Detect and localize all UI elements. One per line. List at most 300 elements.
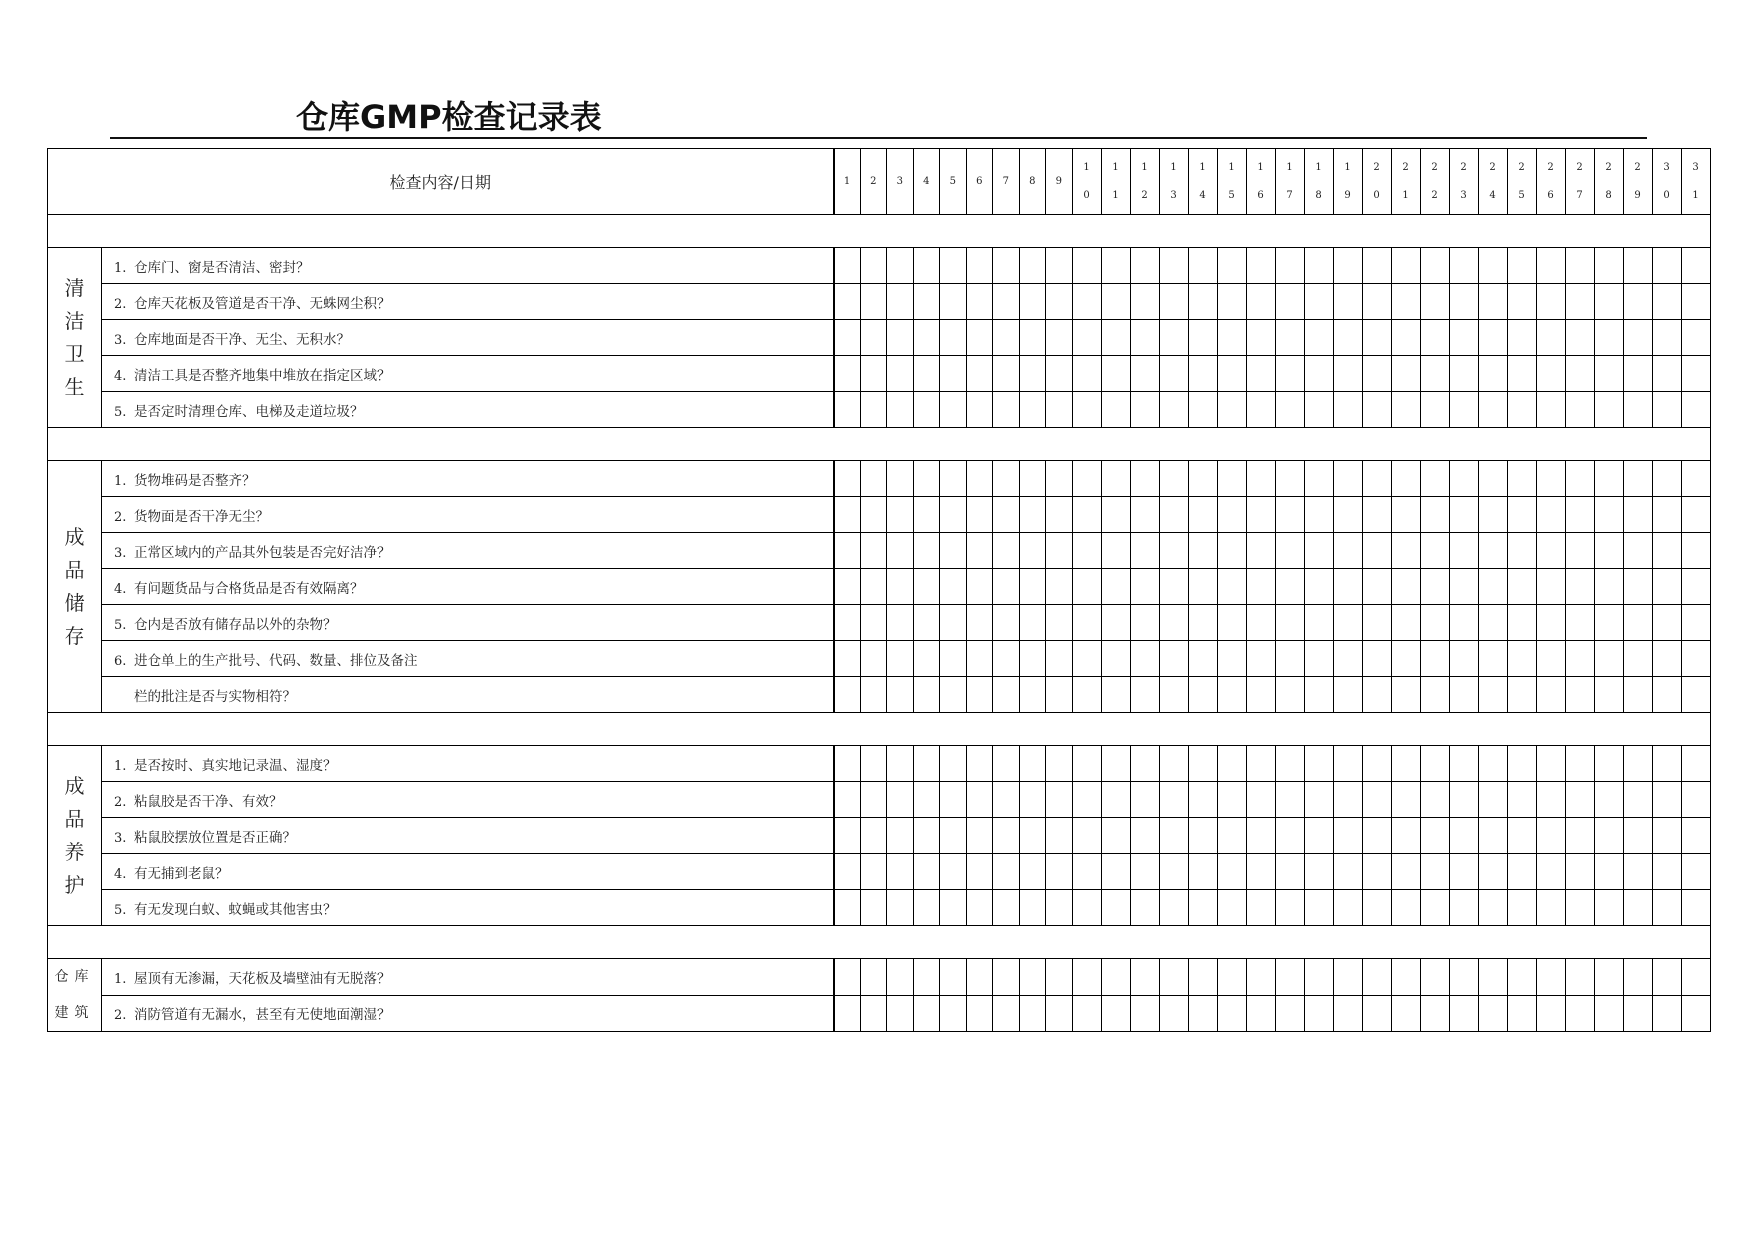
check-cell[interactable] — [1130, 392, 1159, 428]
check-cell[interactable] — [1449, 392, 1478, 428]
check-cell[interactable] — [1507, 890, 1536, 926]
check-cell[interactable] — [834, 818, 861, 854]
check-cell[interactable] — [1101, 890, 1130, 926]
check-cell[interactable] — [1246, 497, 1275, 533]
check-cell[interactable] — [1391, 461, 1420, 497]
check-cell[interactable] — [1449, 320, 1478, 356]
check-cell[interactable] — [1391, 320, 1420, 356]
check-cell[interactable] — [1681, 605, 1710, 641]
check-cell[interactable] — [966, 995, 993, 1032]
check-cell[interactable] — [1536, 461, 1565, 497]
check-cell[interactable] — [1594, 641, 1623, 677]
check-cell[interactable] — [1565, 248, 1594, 284]
check-cell[interactable] — [913, 284, 940, 320]
check-cell[interactable] — [966, 818, 993, 854]
check-cell[interactable] — [834, 533, 861, 569]
check-cell[interactable] — [1623, 461, 1652, 497]
check-cell[interactable] — [1652, 854, 1681, 890]
check-cell[interactable] — [1019, 284, 1046, 320]
check-cell[interactable] — [940, 356, 967, 392]
check-cell[interactable] — [1565, 284, 1594, 320]
check-cell[interactable] — [966, 320, 993, 356]
check-cell[interactable] — [993, 497, 1020, 533]
check-cell[interactable] — [966, 248, 993, 284]
check-cell[interactable] — [1565, 392, 1594, 428]
check-cell[interactable] — [1594, 356, 1623, 392]
check-cell[interactable] — [1101, 356, 1130, 392]
check-cell[interactable] — [1362, 746, 1391, 782]
check-cell[interactable] — [1652, 890, 1681, 926]
check-cell[interactable] — [1101, 320, 1130, 356]
check-cell[interactable] — [1652, 605, 1681, 641]
check-cell[interactable] — [1246, 959, 1275, 996]
check-cell[interactable] — [1188, 746, 1217, 782]
check-cell[interactable] — [1362, 890, 1391, 926]
check-cell[interactable] — [1478, 890, 1507, 926]
check-cell[interactable] — [887, 854, 914, 890]
check-cell[interactable] — [1188, 356, 1217, 392]
check-cell[interactable] — [1159, 818, 1188, 854]
check-cell[interactable] — [1681, 854, 1710, 890]
check-cell[interactable] — [940, 569, 967, 605]
check-cell[interactable] — [1072, 890, 1101, 926]
check-cell[interactable] — [1391, 248, 1420, 284]
check-cell[interactable] — [834, 782, 861, 818]
check-cell[interactable] — [1362, 569, 1391, 605]
check-cell[interactable] — [1072, 677, 1101, 713]
check-cell[interactable] — [1046, 995, 1073, 1032]
check-cell[interactable] — [1217, 461, 1246, 497]
check-cell[interactable] — [1507, 497, 1536, 533]
check-cell[interactable] — [993, 677, 1020, 713]
check-cell[interactable] — [887, 641, 914, 677]
check-cell[interactable] — [1101, 461, 1130, 497]
check-cell[interactable] — [1391, 746, 1420, 782]
check-cell[interactable] — [1072, 641, 1101, 677]
check-cell[interactable] — [1072, 533, 1101, 569]
check-cell[interactable] — [1507, 320, 1536, 356]
check-cell[interactable] — [1333, 356, 1362, 392]
check-cell[interactable] — [1046, 890, 1073, 926]
check-cell[interactable] — [1275, 248, 1304, 284]
check-cell[interactable] — [1019, 605, 1046, 641]
check-cell[interactable] — [1246, 356, 1275, 392]
check-cell[interactable] — [1536, 533, 1565, 569]
check-cell[interactable] — [913, 746, 940, 782]
check-cell[interactable] — [860, 461, 887, 497]
check-cell[interactable] — [1159, 890, 1188, 926]
check-cell[interactable] — [1046, 818, 1073, 854]
check-cell[interactable] — [1188, 605, 1217, 641]
check-cell[interactable] — [1623, 959, 1652, 996]
check-cell[interactable] — [940, 605, 967, 641]
check-cell[interactable] — [1275, 605, 1304, 641]
check-cell[interactable] — [1681, 284, 1710, 320]
check-cell[interactable] — [1565, 782, 1594, 818]
check-cell[interactable] — [887, 818, 914, 854]
check-cell[interactable] — [1217, 497, 1246, 533]
check-cell[interactable] — [1362, 605, 1391, 641]
check-cell[interactable] — [1507, 248, 1536, 284]
check-cell[interactable] — [1507, 854, 1536, 890]
check-cell[interactable] — [1046, 392, 1073, 428]
check-cell[interactable] — [1304, 818, 1333, 854]
check-cell[interactable] — [993, 284, 1020, 320]
check-cell[interactable] — [1536, 392, 1565, 428]
check-cell[interactable] — [1304, 854, 1333, 890]
check-cell[interactable] — [1217, 746, 1246, 782]
check-cell[interactable] — [1507, 284, 1536, 320]
check-cell[interactable] — [1019, 533, 1046, 569]
check-cell[interactable] — [1536, 356, 1565, 392]
check-cell[interactable] — [1478, 497, 1507, 533]
check-cell[interactable] — [1275, 677, 1304, 713]
check-cell[interactable] — [1652, 677, 1681, 713]
check-cell[interactable] — [1304, 641, 1333, 677]
check-cell[interactable] — [1159, 248, 1188, 284]
check-cell[interactable] — [1275, 995, 1304, 1032]
check-cell[interactable] — [913, 356, 940, 392]
check-cell[interactable] — [1046, 782, 1073, 818]
check-cell[interactable] — [1072, 854, 1101, 890]
check-cell[interactable] — [887, 356, 914, 392]
check-cell[interactable] — [1594, 959, 1623, 996]
check-cell[interactable] — [1159, 995, 1188, 1032]
check-cell[interactable] — [1391, 533, 1420, 569]
check-cell[interactable] — [1362, 854, 1391, 890]
check-cell[interactable] — [966, 392, 993, 428]
check-cell[interactable] — [1019, 461, 1046, 497]
check-cell[interactable] — [1275, 890, 1304, 926]
check-cell[interactable] — [1594, 677, 1623, 713]
check-cell[interactable] — [1246, 248, 1275, 284]
check-cell[interactable] — [1019, 818, 1046, 854]
check-cell[interactable] — [1072, 320, 1101, 356]
check-cell[interactable] — [1188, 995, 1217, 1032]
check-cell[interactable] — [1019, 677, 1046, 713]
check-cell[interactable] — [1536, 320, 1565, 356]
check-cell[interactable] — [1681, 320, 1710, 356]
check-cell[interactable] — [1449, 959, 1478, 996]
check-cell[interactable] — [887, 392, 914, 428]
check-cell[interactable] — [834, 854, 861, 890]
check-cell[interactable] — [1362, 782, 1391, 818]
check-cell[interactable] — [1101, 959, 1130, 996]
check-cell[interactable] — [1188, 461, 1217, 497]
check-cell[interactable] — [993, 890, 1020, 926]
check-cell[interactable] — [1019, 782, 1046, 818]
check-cell[interactable] — [1246, 533, 1275, 569]
check-cell[interactable] — [1449, 641, 1478, 677]
check-cell[interactable] — [1188, 569, 1217, 605]
check-cell[interactable] — [940, 641, 967, 677]
check-cell[interactable] — [1565, 461, 1594, 497]
check-cell[interactable] — [1681, 497, 1710, 533]
check-cell[interactable] — [940, 248, 967, 284]
check-cell[interactable] — [1594, 890, 1623, 926]
check-cell[interactable] — [1623, 284, 1652, 320]
check-cell[interactable] — [1101, 605, 1130, 641]
check-cell[interactable] — [1304, 461, 1333, 497]
check-cell[interactable] — [1623, 782, 1652, 818]
check-cell[interactable] — [834, 284, 861, 320]
check-cell[interactable] — [913, 533, 940, 569]
check-cell[interactable] — [1217, 320, 1246, 356]
check-cell[interactable] — [1333, 782, 1362, 818]
check-cell[interactable] — [1333, 995, 1362, 1032]
check-cell[interactable] — [1507, 461, 1536, 497]
check-cell[interactable] — [1594, 782, 1623, 818]
check-cell[interactable] — [1623, 533, 1652, 569]
check-cell[interactable] — [1420, 461, 1449, 497]
check-cell[interactable] — [1565, 995, 1594, 1032]
check-cell[interactable] — [887, 320, 914, 356]
check-cell[interactable] — [1420, 890, 1449, 926]
check-cell[interactable] — [1046, 677, 1073, 713]
check-cell[interactable] — [940, 677, 967, 713]
check-cell[interactable] — [1130, 284, 1159, 320]
check-cell[interactable] — [913, 782, 940, 818]
check-cell[interactable] — [1246, 605, 1275, 641]
check-cell[interactable] — [966, 533, 993, 569]
check-cell[interactable] — [1101, 818, 1130, 854]
check-cell[interactable] — [966, 605, 993, 641]
check-cell[interactable] — [1019, 497, 1046, 533]
check-cell[interactable] — [1304, 497, 1333, 533]
check-cell[interactable] — [1420, 959, 1449, 996]
check-cell[interactable] — [1536, 854, 1565, 890]
check-cell[interactable] — [1565, 533, 1594, 569]
check-cell[interactable] — [913, 497, 940, 533]
check-cell[interactable] — [940, 284, 967, 320]
check-cell[interactable] — [1420, 854, 1449, 890]
check-cell[interactable] — [1217, 641, 1246, 677]
check-cell[interactable] — [1217, 356, 1246, 392]
check-cell[interactable] — [1652, 959, 1681, 996]
check-cell[interactable] — [913, 320, 940, 356]
check-cell[interactable] — [993, 320, 1020, 356]
check-cell[interactable] — [1623, 677, 1652, 713]
check-cell[interactable] — [1362, 533, 1391, 569]
check-cell[interactable] — [1565, 320, 1594, 356]
check-cell[interactable] — [1391, 995, 1420, 1032]
check-cell[interactable] — [1246, 641, 1275, 677]
check-cell[interactable] — [1623, 746, 1652, 782]
check-cell[interactable] — [1536, 605, 1565, 641]
check-cell[interactable] — [1246, 569, 1275, 605]
check-cell[interactable] — [1046, 641, 1073, 677]
check-cell[interactable] — [1391, 605, 1420, 641]
check-cell[interactable] — [834, 569, 861, 605]
check-cell[interactable] — [1391, 782, 1420, 818]
check-cell[interactable] — [887, 782, 914, 818]
check-cell[interactable] — [1304, 890, 1333, 926]
check-cell[interactable] — [1304, 320, 1333, 356]
check-cell[interactable] — [1594, 569, 1623, 605]
check-cell[interactable] — [1391, 677, 1420, 713]
check-cell[interactable] — [1072, 461, 1101, 497]
check-cell[interactable] — [1362, 248, 1391, 284]
check-cell[interactable] — [1130, 533, 1159, 569]
check-cell[interactable] — [1652, 782, 1681, 818]
check-cell[interactable] — [860, 995, 887, 1032]
check-cell[interactable] — [1275, 497, 1304, 533]
check-cell[interactable] — [1623, 854, 1652, 890]
check-cell[interactable] — [1652, 533, 1681, 569]
check-cell[interactable] — [1130, 605, 1159, 641]
check-cell[interactable] — [940, 890, 967, 926]
check-cell[interactable] — [1420, 320, 1449, 356]
check-cell[interactable] — [1681, 677, 1710, 713]
check-cell[interactable] — [1565, 569, 1594, 605]
check-cell[interactable] — [1275, 782, 1304, 818]
check-cell[interactable] — [1246, 818, 1275, 854]
check-cell[interactable] — [1130, 497, 1159, 533]
check-cell[interactable] — [1130, 677, 1159, 713]
check-cell[interactable] — [1507, 533, 1536, 569]
check-cell[interactable] — [1159, 641, 1188, 677]
check-cell[interactable] — [1420, 746, 1449, 782]
check-cell[interactable] — [1362, 677, 1391, 713]
check-cell[interactable] — [1130, 320, 1159, 356]
check-cell[interactable] — [1217, 248, 1246, 284]
check-cell[interactable] — [966, 677, 993, 713]
check-cell[interactable] — [834, 995, 861, 1032]
check-cell[interactable] — [1046, 959, 1073, 996]
check-cell[interactable] — [1478, 677, 1507, 713]
check-cell[interactable] — [1217, 392, 1246, 428]
check-cell[interactable] — [993, 356, 1020, 392]
check-cell[interactable] — [1275, 320, 1304, 356]
check-cell[interactable] — [993, 641, 1020, 677]
check-cell[interactable] — [1507, 746, 1536, 782]
check-cell[interactable] — [887, 533, 914, 569]
check-cell[interactable] — [1130, 569, 1159, 605]
check-cell[interactable] — [1681, 569, 1710, 605]
check-cell[interactable] — [1101, 995, 1130, 1032]
check-cell[interactable] — [1188, 248, 1217, 284]
check-cell[interactable] — [1101, 746, 1130, 782]
check-cell[interactable] — [1101, 248, 1130, 284]
check-cell[interactable] — [1046, 461, 1073, 497]
check-cell[interactable] — [966, 569, 993, 605]
check-cell[interactable] — [1246, 995, 1275, 1032]
check-cell[interactable] — [1594, 284, 1623, 320]
check-cell[interactable] — [1478, 284, 1507, 320]
check-cell[interactable] — [1362, 995, 1391, 1032]
check-cell[interactable] — [1188, 677, 1217, 713]
check-cell[interactable] — [1536, 569, 1565, 605]
check-cell[interactable] — [913, 890, 940, 926]
check-cell[interactable] — [1333, 746, 1362, 782]
check-cell[interactable] — [1420, 284, 1449, 320]
check-cell[interactable] — [1623, 641, 1652, 677]
check-cell[interactable] — [1217, 569, 1246, 605]
check-cell[interactable] — [860, 605, 887, 641]
check-cell[interactable] — [1536, 284, 1565, 320]
check-cell[interactable] — [940, 959, 967, 996]
check-cell[interactable] — [860, 854, 887, 890]
check-cell[interactable] — [1565, 818, 1594, 854]
check-cell[interactable] — [1046, 533, 1073, 569]
check-cell[interactable] — [1449, 890, 1478, 926]
check-cell[interactable] — [1019, 890, 1046, 926]
check-cell[interactable] — [1019, 356, 1046, 392]
check-cell[interactable] — [1449, 995, 1478, 1032]
check-cell[interactable] — [1159, 284, 1188, 320]
check-cell[interactable] — [1275, 284, 1304, 320]
check-cell[interactable] — [1507, 605, 1536, 641]
check-cell[interactable] — [887, 677, 914, 713]
check-cell[interactable] — [1652, 995, 1681, 1032]
check-cell[interactable] — [1420, 818, 1449, 854]
check-cell[interactable] — [1333, 284, 1362, 320]
check-cell[interactable] — [1159, 746, 1188, 782]
check-cell[interactable] — [1159, 959, 1188, 996]
check-cell[interactable] — [1652, 569, 1681, 605]
check-cell[interactable] — [1217, 818, 1246, 854]
check-cell[interactable] — [1420, 782, 1449, 818]
check-cell[interactable] — [1217, 854, 1246, 890]
check-cell[interactable] — [1130, 959, 1159, 996]
check-cell[interactable] — [1623, 320, 1652, 356]
check-cell[interactable] — [1536, 497, 1565, 533]
check-cell[interactable] — [1362, 818, 1391, 854]
check-cell[interactable] — [966, 461, 993, 497]
check-cell[interactable] — [1333, 605, 1362, 641]
check-cell[interactable] — [1072, 248, 1101, 284]
check-cell[interactable] — [1420, 641, 1449, 677]
check-cell[interactable] — [1188, 497, 1217, 533]
check-cell[interactable] — [1478, 995, 1507, 1032]
check-cell[interactable] — [966, 356, 993, 392]
check-cell[interactable] — [1623, 569, 1652, 605]
check-cell[interactable] — [1623, 497, 1652, 533]
check-cell[interactable] — [1304, 392, 1333, 428]
check-cell[interactable] — [1478, 959, 1507, 996]
check-cell[interactable] — [1188, 284, 1217, 320]
check-cell[interactable] — [1046, 746, 1073, 782]
check-cell[interactable] — [1362, 320, 1391, 356]
check-cell[interactable] — [1478, 818, 1507, 854]
check-cell[interactable] — [1652, 818, 1681, 854]
check-cell[interactable] — [1072, 392, 1101, 428]
check-cell[interactable] — [1594, 605, 1623, 641]
check-cell[interactable] — [993, 782, 1020, 818]
check-cell[interactable] — [1681, 392, 1710, 428]
check-cell[interactable] — [1507, 392, 1536, 428]
check-cell[interactable] — [1652, 746, 1681, 782]
check-cell[interactable] — [1304, 533, 1333, 569]
check-cell[interactable] — [860, 890, 887, 926]
check-cell[interactable] — [1652, 641, 1681, 677]
check-cell[interactable] — [1536, 959, 1565, 996]
check-cell[interactable] — [1594, 854, 1623, 890]
check-cell[interactable] — [834, 890, 861, 926]
check-cell[interactable] — [1478, 854, 1507, 890]
check-cell[interactable] — [1072, 818, 1101, 854]
check-cell[interactable] — [1130, 746, 1159, 782]
check-cell[interactable] — [1449, 746, 1478, 782]
check-cell[interactable] — [1420, 605, 1449, 641]
check-cell[interactable] — [913, 569, 940, 605]
check-cell[interactable] — [1019, 746, 1046, 782]
check-cell[interactable] — [1159, 320, 1188, 356]
check-cell[interactable] — [887, 284, 914, 320]
check-cell[interactable] — [1594, 248, 1623, 284]
check-cell[interactable] — [1594, 497, 1623, 533]
check-cell[interactable] — [887, 995, 914, 1032]
